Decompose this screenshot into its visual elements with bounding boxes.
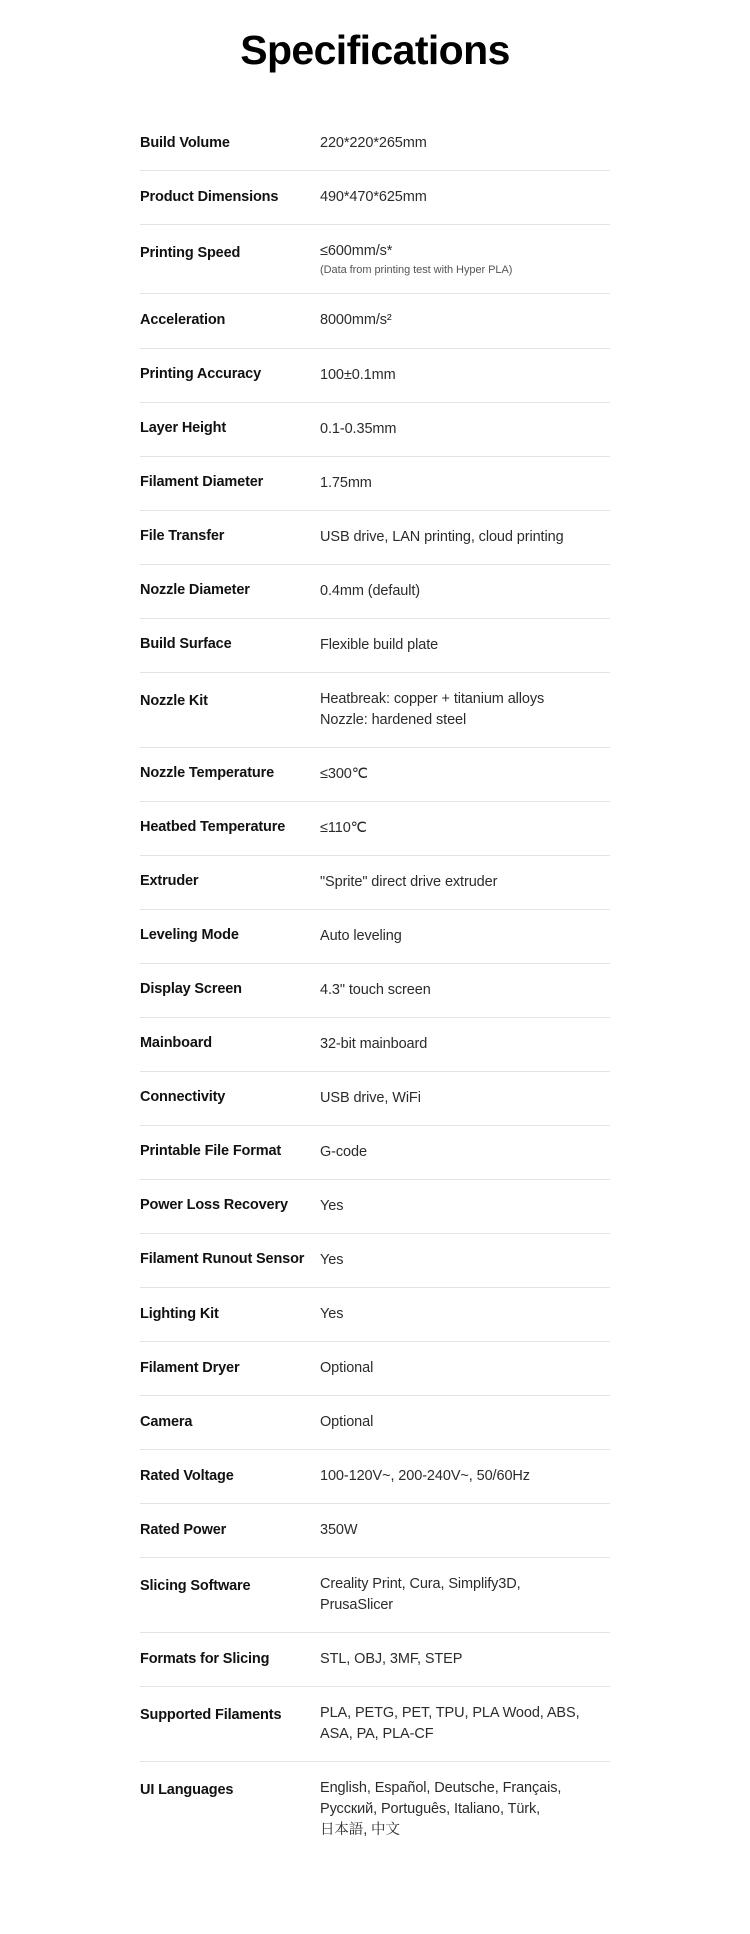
spec-value-line: 490*470*625mm bbox=[320, 189, 427, 206]
table-row bbox=[140, 1632, 610, 1686]
spec-value bbox=[320, 1686, 610, 1761]
spec-value-line: 8000mm/s² bbox=[320, 312, 392, 329]
spec-label: Supported Filaments bbox=[140, 1706, 282, 1723]
spec-value bbox=[320, 348, 610, 402]
spec-value bbox=[320, 402, 610, 456]
spec-label: Rated Voltage bbox=[140, 1467, 234, 1484]
spec-value bbox=[320, 294, 610, 348]
table-row bbox=[140, 1233, 610, 1287]
table-row bbox=[140, 1341, 610, 1395]
spec-value bbox=[320, 510, 610, 564]
table-row bbox=[140, 747, 610, 801]
spec-label: Layer Height bbox=[140, 420, 227, 437]
spec-label: Nozzle Diameter bbox=[140, 582, 250, 599]
spec-value bbox=[320, 1017, 610, 1071]
spec-value bbox=[320, 801, 610, 855]
spec-value bbox=[320, 1341, 610, 1395]
table-row bbox=[140, 225, 610, 294]
spec-value-line: 0.4mm (default) bbox=[320, 582, 421, 599]
table-row bbox=[140, 1017, 610, 1071]
table-row bbox=[140, 1761, 610, 1857]
spec-value-line: 4.3" touch screen bbox=[320, 981, 431, 998]
spec-value-line: Nozzle: hardened steel bbox=[320, 711, 467, 728]
spec-label: Printing Speed bbox=[140, 245, 241, 262]
table-row bbox=[140, 672, 610, 747]
spec-value bbox=[320, 1557, 610, 1632]
table-row bbox=[140, 909, 610, 963]
spec-value-line: Yes bbox=[320, 1305, 344, 1322]
spec-value-line: Flexible build plate bbox=[320, 636, 439, 653]
table-row bbox=[140, 456, 610, 510]
spec-label: Acceleration bbox=[140, 312, 226, 329]
table-row bbox=[140, 1179, 610, 1233]
spec-value-line: Auto leveling bbox=[320, 927, 402, 944]
spec-label: Connectivity bbox=[140, 1089, 226, 1106]
spec-value-line: STL, OBJ, 3MF, STEP bbox=[320, 1650, 463, 1667]
spec-label: Nozzle Kit bbox=[140, 692, 208, 709]
spec-value-line: "Sprite" direct drive extruder bbox=[320, 873, 498, 890]
table-row bbox=[140, 1449, 610, 1503]
spec-value bbox=[320, 747, 610, 801]
table-row bbox=[140, 1125, 610, 1179]
spec-label: Printing Accuracy bbox=[140, 366, 262, 383]
spec-value bbox=[320, 909, 610, 963]
table-row bbox=[140, 1557, 610, 1632]
spec-value-line: Optional bbox=[320, 1359, 374, 1376]
spec-value-line: 32-bit mainboard bbox=[320, 1035, 428, 1052]
spec-value bbox=[320, 564, 610, 618]
table-row bbox=[140, 1287, 610, 1341]
spec-value-line: 100±0.1mm bbox=[320, 366, 396, 383]
spec-label: Display Screen bbox=[140, 981, 242, 998]
table-row bbox=[140, 510, 610, 564]
spec-value-line: USB drive, WiFi bbox=[320, 1089, 421, 1106]
spec-value-line: Русский, Português, Italiano, Türk, bbox=[320, 1800, 541, 1817]
table-row bbox=[140, 1503, 610, 1557]
spec-value bbox=[320, 672, 610, 747]
spec-label: Rated Power bbox=[140, 1521, 227, 1538]
spec-value bbox=[320, 456, 610, 510]
table-row bbox=[140, 1395, 610, 1449]
table-row bbox=[140, 1686, 610, 1761]
table-row bbox=[140, 348, 610, 402]
spec-value bbox=[320, 1287, 610, 1341]
spec-value bbox=[320, 1179, 610, 1233]
table-row bbox=[140, 402, 610, 456]
spec-label: Filament Runout Sensor bbox=[140, 1251, 305, 1268]
spec-value-line: 日本語, 中文 bbox=[320, 1821, 400, 1838]
spec-value-line: G-code bbox=[320, 1143, 367, 1160]
spec-value-line: Heatbreak: copper + titanium alloys bbox=[320, 690, 545, 707]
spec-label: File Transfer bbox=[140, 528, 225, 545]
spec-label: Nozzle Temperature bbox=[140, 765, 275, 782]
spec-value bbox=[320, 618, 610, 672]
table-row bbox=[140, 564, 610, 618]
spec-label: Formats for Slicing bbox=[140, 1650, 270, 1667]
spec-value-line: PLA, PETG, PET, TPU, PLA Wood, ABS, bbox=[320, 1704, 580, 1721]
spec-value bbox=[320, 1449, 610, 1503]
spec-label: Filament Diameter bbox=[140, 474, 264, 491]
spec-label: Mainboard bbox=[140, 1035, 212, 1052]
table-row bbox=[140, 171, 610, 225]
spec-value-line: Yes bbox=[320, 1197, 344, 1214]
spec-label: Product Dimensions bbox=[140, 188, 279, 205]
spec-label: Leveling Mode bbox=[140, 927, 239, 944]
spec-value-line: PrusaSlicer bbox=[320, 1596, 394, 1613]
table-row bbox=[140, 855, 610, 909]
spec-value-line: 1.75mm bbox=[320, 474, 372, 491]
spec-label: UI Languages bbox=[140, 1781, 234, 1798]
spec-label: Power Loss Recovery bbox=[140, 1197, 288, 1214]
spec-value bbox=[320, 963, 610, 1017]
spec-value-line: ≤300℃ bbox=[320, 765, 368, 782]
spec-value bbox=[320, 1233, 610, 1287]
spec-value bbox=[320, 225, 610, 294]
spec-value-line: 100-120V~, 200-240V~, 50/60Hz bbox=[320, 1467, 530, 1484]
spec-label: Printable File Format bbox=[140, 1143, 282, 1160]
spec-value-line: 350W bbox=[320, 1521, 358, 1538]
spec-value-line: ≤110℃ bbox=[320, 819, 367, 836]
spec-value bbox=[320, 171, 610, 225]
spec-value bbox=[320, 1395, 610, 1449]
table-row bbox=[140, 1071, 610, 1125]
spec-label: Filament Dryer bbox=[140, 1359, 240, 1376]
spec-label: Lighting Kit bbox=[140, 1305, 219, 1322]
spec-value bbox=[320, 1071, 610, 1125]
page-title: Specifications bbox=[240, 27, 510, 73]
spec-value bbox=[320, 1761, 610, 1857]
spec-value-line: ASA, PA, PLA-CF bbox=[320, 1725, 434, 1742]
spec-value-line: Creality Print, Cura, Simplify3D, bbox=[320, 1575, 521, 1592]
table-row bbox=[140, 117, 610, 171]
spec-value bbox=[320, 855, 610, 909]
spec-label: Build Surface bbox=[140, 636, 232, 653]
spec-value bbox=[320, 1503, 610, 1557]
spec-value bbox=[320, 117, 610, 171]
spec-value-line: Optional bbox=[320, 1413, 374, 1430]
table-row bbox=[140, 801, 610, 855]
spec-label: Build Volume bbox=[140, 134, 230, 151]
spec-label: Camera bbox=[140, 1413, 193, 1430]
spec-value bbox=[320, 1125, 610, 1179]
spec-label: Slicing Software bbox=[140, 1577, 251, 1594]
spec-value-line: English, Español, Deutsche, Français, bbox=[320, 1779, 562, 1796]
specifications-table bbox=[140, 117, 610, 1857]
spec-label: Heatbed Temperature bbox=[140, 819, 286, 836]
table-row bbox=[140, 963, 610, 1017]
table-row bbox=[140, 618, 610, 672]
spec-value-line: 220*220*265mm bbox=[320, 135, 427, 152]
spec-value bbox=[320, 1632, 610, 1686]
table-row bbox=[140, 294, 610, 348]
spec-value-note: (Data from printing test with Hyper PLA) bbox=[320, 264, 513, 277]
spec-value-line: ≤600mm/s* bbox=[320, 243, 393, 260]
specifications-table-body bbox=[140, 117, 610, 1857]
spec-value-line: Yes bbox=[320, 1251, 344, 1268]
spec-label: Extruder bbox=[140, 873, 199, 890]
spec-value-line: 0.1-0.35mm bbox=[320, 420, 397, 437]
spec-value-line: USB drive, LAN printing, cloud printing bbox=[320, 528, 564, 545]
